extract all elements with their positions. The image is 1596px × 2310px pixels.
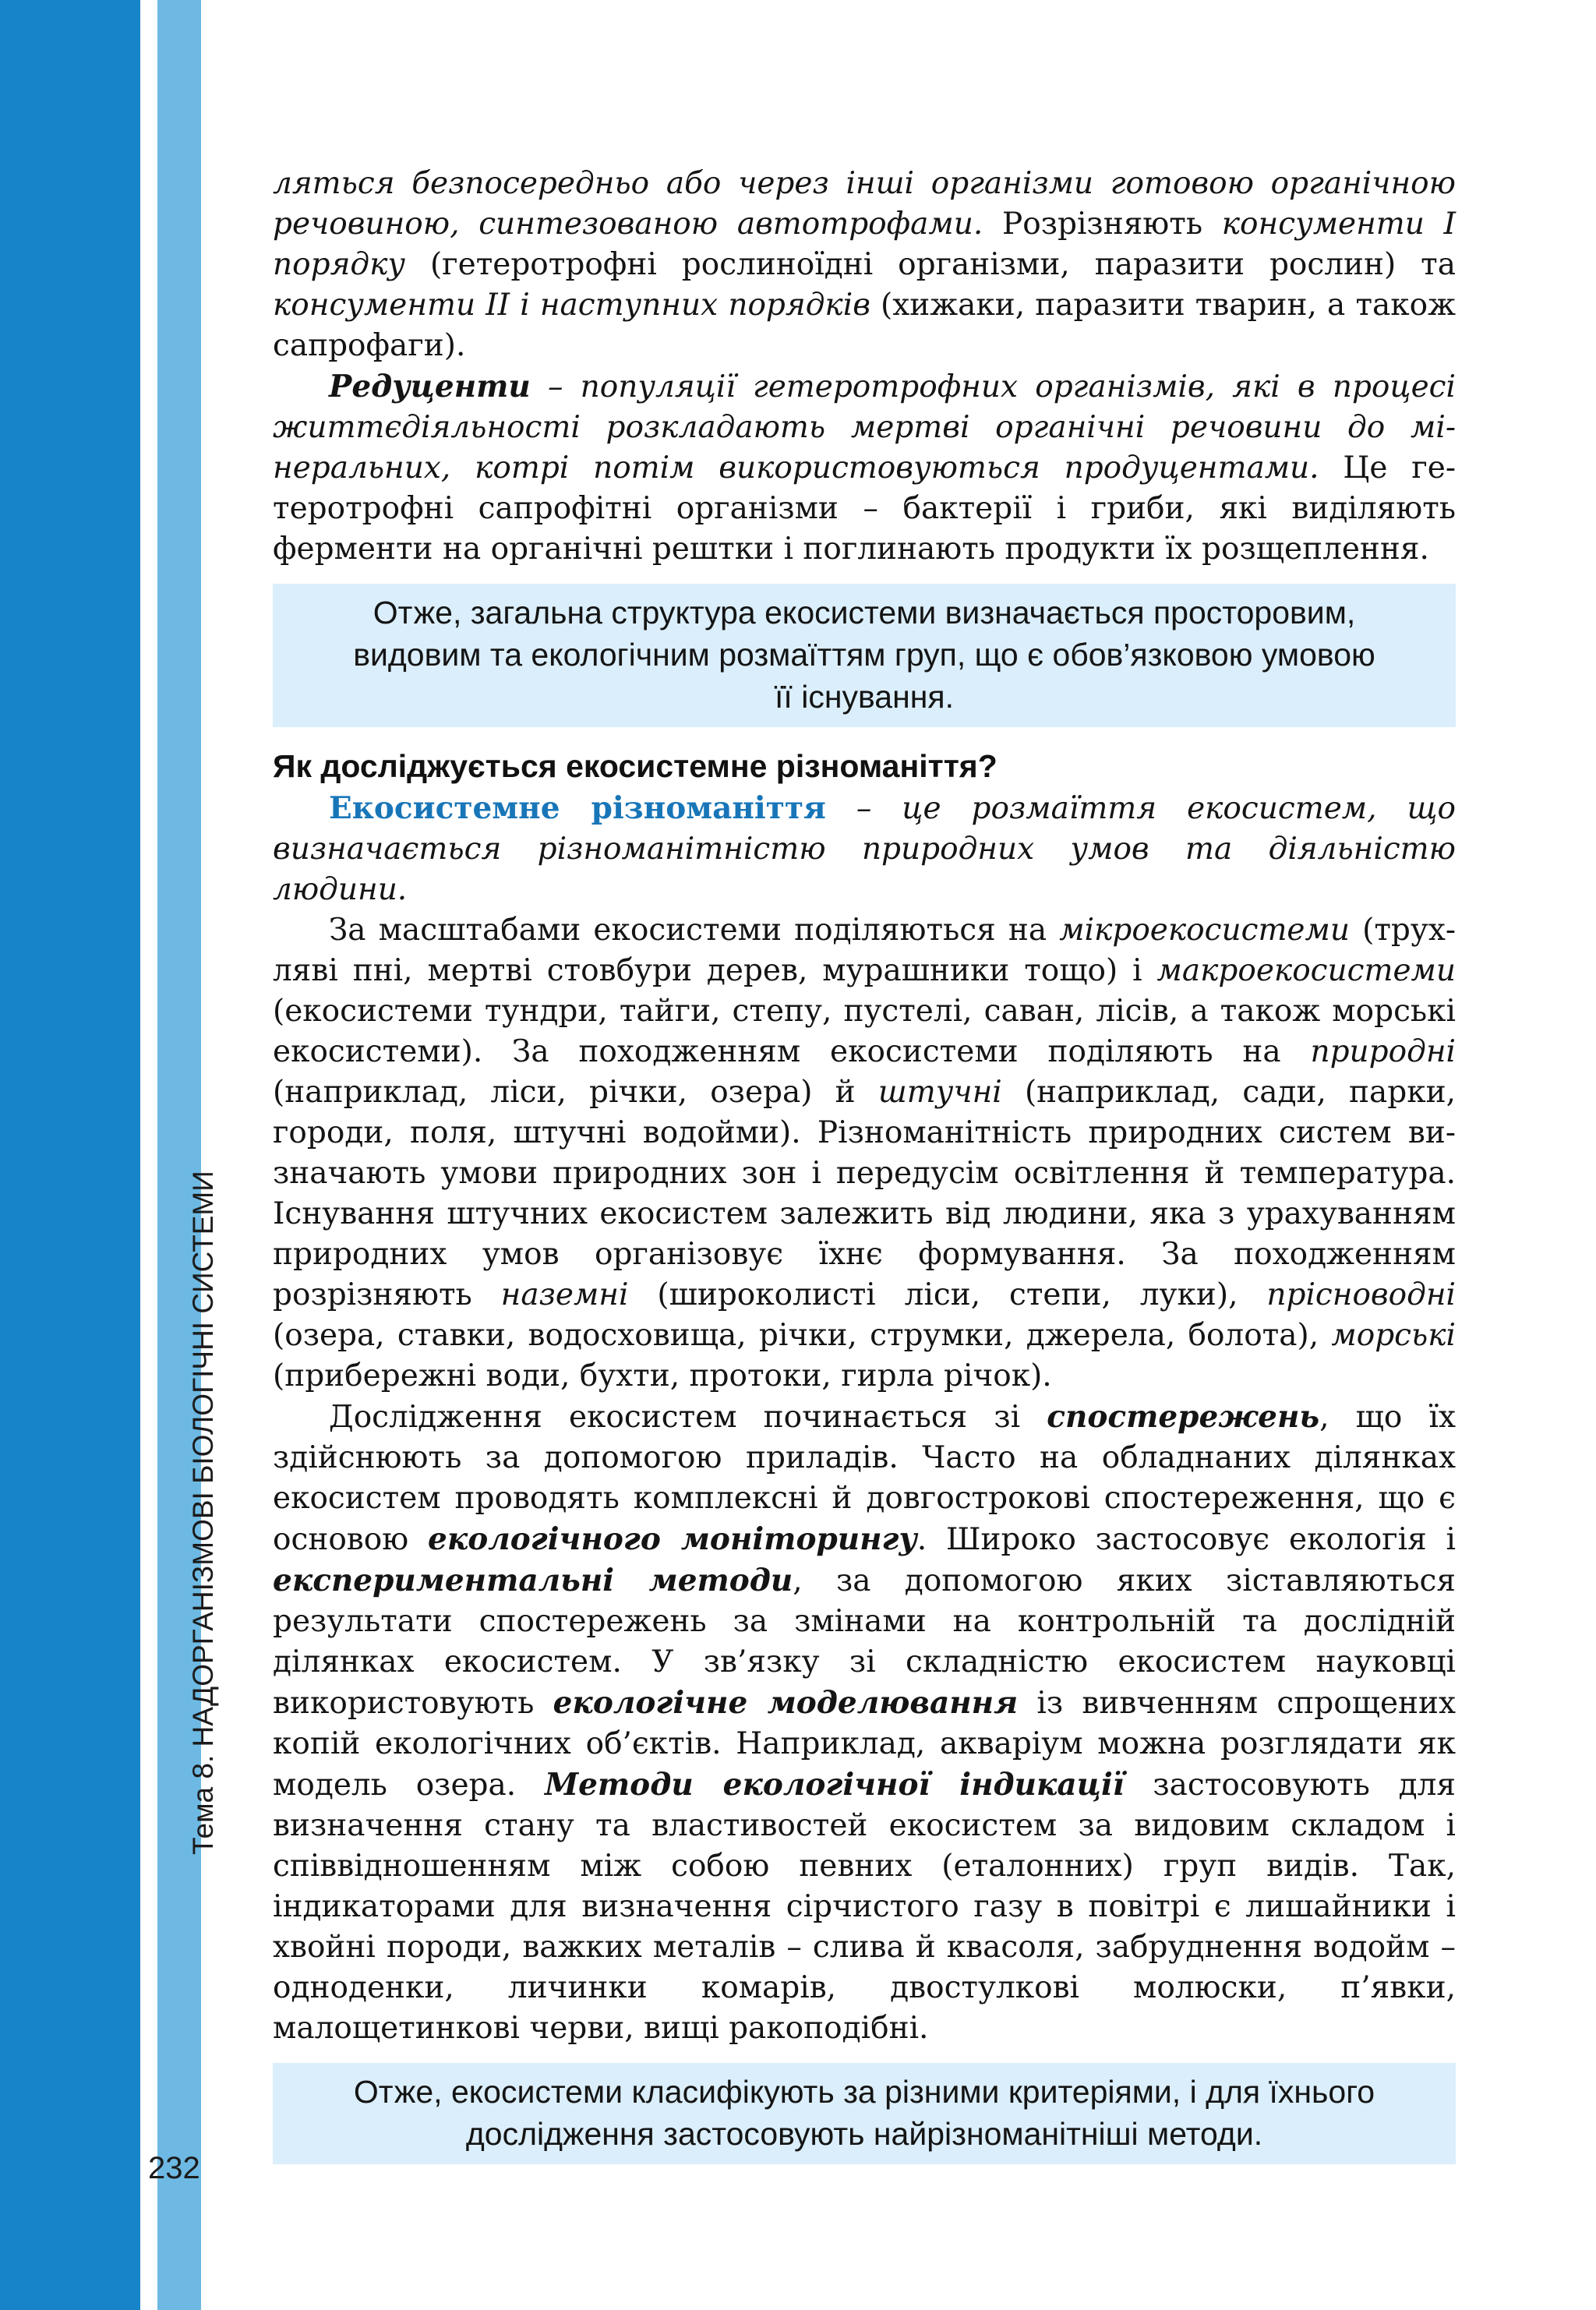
italic-term: консументи I порядку xyxy=(273,207,1456,282)
italic-term: прісноводні xyxy=(1266,1277,1456,1312)
text: (гетеротрофні рослиноїдні організми, паразити рослин) та xyxy=(405,247,1456,282)
page-number: 232 xyxy=(148,2151,200,2185)
italic-term: макроекосистеми xyxy=(1156,953,1456,988)
bold-italic-term: експериментальні методи xyxy=(273,1563,793,1598)
bold-italic-term: екологічного моніторингу xyxy=(428,1521,917,1557)
text: (широколисті ліси, степи, луки), xyxy=(628,1277,1267,1312)
summary-line: дослідження застосовують найрізноманітніші методи. xyxy=(465,2116,1263,2152)
text: із вивченням спрощених копій екологічних об’єктів. Наприклад, акваріум можна розглядати як модель озера. xyxy=(273,1686,1457,1803)
text: застосовують для визначення стану та властивостей екосистем за видовим складом і співвідношенням між собою певних (еталонних) груп видів. Так, індикаторами для визначення сірчистого газу в повітрі є лишайники і хвойні породи, важких металів – слива й квасоля, забруднення водойм – одноденки, личинки комарів, двостулкові молюски, п’явки, малощетинкові черви, вищі ракоподібні. xyxy=(273,1768,1456,2046)
italic-term: наземні xyxy=(500,1277,629,1312)
paragraph-consumers xyxy=(273,164,1456,366)
text: За масштабами екосистеми поділяються на xyxy=(329,913,1060,948)
text: , за допомогою яких зіставляються результати спостережень за змінами на контрольній та дослідній ділянках екосистем. У зв’язку зі складністю екосистем науковці використовують xyxy=(273,1563,1456,1721)
text: , що їх здійснюють за допомогою приладів. Часто на обладнаних ділянках екосистем проводять комплексні й довгострокові спостереження, що є основою xyxy=(273,1400,1456,1557)
bold-italic-term: екологічне моделювання xyxy=(553,1685,1019,1721)
summary-line: Отже, екосистеми класифікують за різними критеріями, і для їхнього xyxy=(353,2074,1375,2110)
summary-box-classification xyxy=(273,2063,1456,2164)
italic-term: мікроекосистеми xyxy=(1059,913,1350,948)
text: (прибережні води, бухти, протоки, гирла річок). xyxy=(273,1358,1052,1393)
summary-box-structure xyxy=(273,584,1456,727)
highlighted-term: Екосистемне різноманіття xyxy=(329,790,826,826)
summary-line: Отже, загальна структура екосистеми визначається просторовим, xyxy=(373,595,1356,630)
bold-italic-term: спостережень xyxy=(1047,1399,1320,1435)
summary-line: видовим та екологічним розмаїттям груп, що є обов’язковою умовою xyxy=(353,637,1375,673)
paragraph-definition xyxy=(273,788,1456,910)
paragraph-research-methods xyxy=(273,1397,1456,2049)
chapter-label: Тема 8. НАДОРГАНІЗМОВІ БІОЛОГІЧНІ СИСТЕМИ xyxy=(187,1171,219,1855)
paragraph-reducers xyxy=(273,366,1456,570)
section-heading: Як досліджується екосистемне різноманіття? xyxy=(273,748,998,784)
text: . Широко застосовує екологія і xyxy=(916,1522,1456,1557)
text: Розрізняють xyxy=(983,207,1222,242)
text: Це гетеротрофні сапрофітні організми – бактерії і гриби, які виділяють ферменти на органічні рештки і поглинають продукти їх розщеплення. xyxy=(273,450,1457,567)
bold-italic-term: Методи екологічної індикації xyxy=(544,1767,1125,1803)
side-stripe xyxy=(0,0,201,2310)
summary-line: її існування. xyxy=(775,679,954,715)
italic-term: природні xyxy=(1310,1034,1456,1069)
text: (наприклад, сади, парки, городи, поля, штучні водойми). Різноманітність природних систем визначають умови природних зон і передусім освітлення й температура. Існування штучних екосистем залежить від людини, яка з урахуванням природних умов організовує їхнє формування. За походженням розрізняють xyxy=(273,1075,1457,1312)
italic-term: морські xyxy=(1331,1318,1456,1353)
text: (хижаки, паразити тварин, а також сапрофаги). xyxy=(273,288,1457,363)
italic-definition: – це розмаїття екосистем, що визначається різноманітністю природних умов та діяльністю людини. xyxy=(273,791,1456,907)
bold-italic-term: Редуценти xyxy=(329,369,531,404)
text: (трухляві пні, мертві стовбури дерев, мурашники тощо) і xyxy=(273,913,1456,988)
italic-text: ляться безпосередньо або через інші організми готовою органічною речовиною, синтезованою автотрофами. xyxy=(273,166,1456,242)
italic-term: консументи II і наступних порядків xyxy=(273,288,870,323)
page-content xyxy=(273,164,1456,2181)
text: Дослідження екосистем починається зі xyxy=(329,1400,1047,1435)
text: (озера, ставки, водосховища, річки, струмки, джерела, болота), xyxy=(273,1318,1332,1353)
text: (екосистеми тундри, тайги, степу, пустелі, саван, лісів, а також морські екосистеми). За походженням екосистеми поділяють на xyxy=(273,994,1456,1069)
text: (наприклад, ліси, річки, озера) й xyxy=(273,1075,878,1110)
italic-definition: – популяції гетеротрофних організмів, які в процесі життєдіяльності розкладають мертві органічні речовини до мінеральних, котрі потім використовуються продуцентами. xyxy=(273,369,1456,486)
italic-term: штучні xyxy=(877,1075,1002,1110)
paragraph-classification xyxy=(273,910,1456,1397)
